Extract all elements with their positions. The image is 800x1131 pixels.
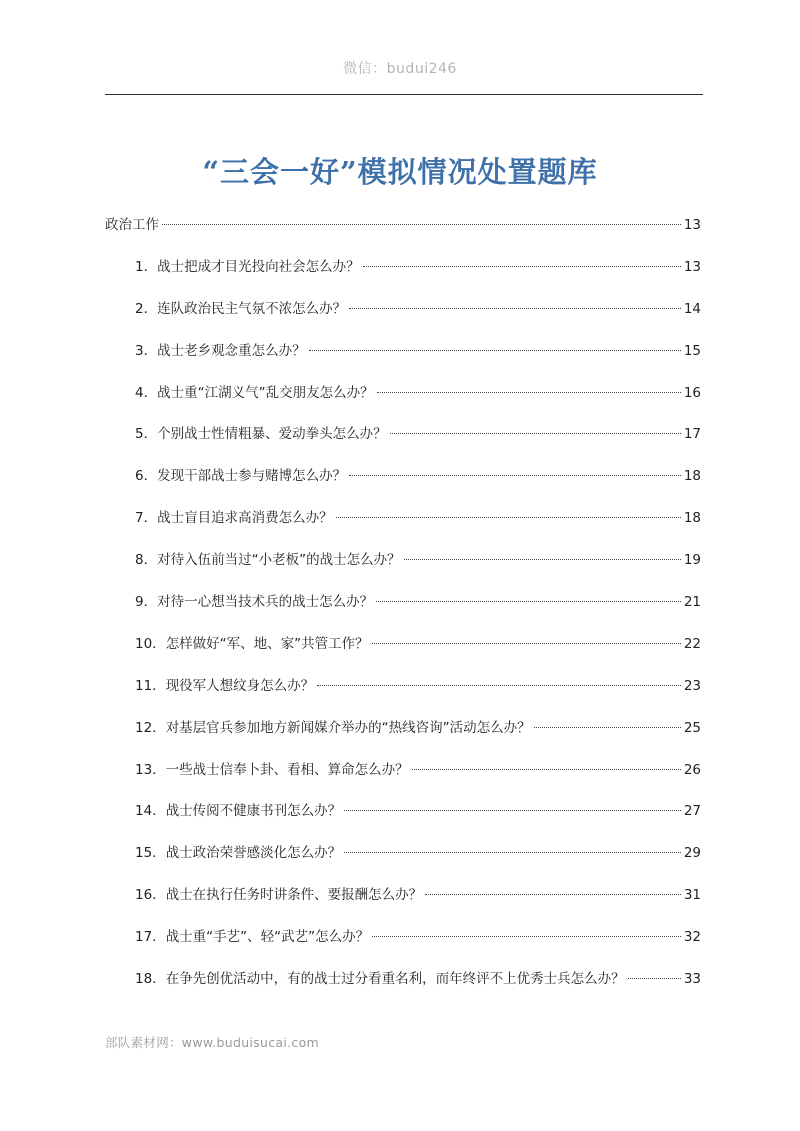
toc-entry[interactable] bbox=[105, 252, 701, 294]
toc-entry-number: 17． bbox=[135, 929, 166, 946]
toc-entry[interactable] bbox=[105, 629, 701, 671]
toc-page-number: 18 bbox=[683, 510, 701, 527]
toc-page-number: 13 bbox=[683, 258, 701, 275]
toc-page-number: 29 bbox=[683, 845, 701, 862]
toc-dot-leader bbox=[309, 350, 681, 351]
toc-page-number: 26 bbox=[683, 761, 701, 778]
toc-entry[interactable] bbox=[105, 796, 701, 838]
toc-entry-title: 一些战士信奉卜卦、看相、算命怎么办？ bbox=[165, 761, 409, 778]
toc-dot-leader bbox=[336, 517, 681, 518]
toc-entry-number: 10． bbox=[135, 635, 166, 652]
toc-entry-title: 在争先创优活动中，有的战士过分看重名利，而年终评不上优秀士兵怎么办？ bbox=[165, 971, 625, 988]
toc-dot-leader bbox=[344, 810, 681, 811]
toc-dot-leader bbox=[425, 894, 681, 895]
table-of-contents bbox=[105, 210, 701, 1006]
toc-dot-leader bbox=[628, 978, 681, 979]
toc-entry[interactable] bbox=[105, 838, 701, 880]
toc-entry-number: 4． bbox=[135, 384, 158, 401]
toc-entry-title: 战士重“手艺”、轻“武艺”怎么办？ bbox=[165, 929, 370, 946]
toc-page-number: 18 bbox=[683, 468, 701, 485]
toc-page-number: 32 bbox=[683, 929, 701, 946]
toc-entry[interactable] bbox=[105, 503, 701, 545]
toc-dot-leader bbox=[412, 769, 681, 770]
toc-dot-leader bbox=[344, 852, 681, 853]
toc-entry-title: 战士老乡观念重怎么办？ bbox=[157, 342, 306, 359]
toc-entry[interactable] bbox=[105, 587, 701, 629]
toc-entry-title: 战士盲目追求高消费怎么办？ bbox=[157, 510, 333, 527]
toc-entry-number: 2． bbox=[135, 300, 158, 317]
toc-entry[interactable] bbox=[105, 545, 701, 587]
toc-entry[interactable] bbox=[105, 755, 701, 797]
toc-entry-number: 13． bbox=[135, 761, 166, 778]
toc-entry-number: 14． bbox=[135, 803, 166, 820]
toc-entry-number: 3． bbox=[135, 342, 158, 359]
toc-entry-title: 战士政治荣誉感淡化怎么办？ bbox=[165, 845, 342, 862]
toc-page-number: 25 bbox=[683, 719, 701, 736]
toc-entry-title: 战士传阅不健康书刊怎么办？ bbox=[165, 803, 342, 820]
toc-page-number: 27 bbox=[683, 803, 701, 820]
toc-dot-leader bbox=[376, 601, 681, 602]
toc-entry-title: 连队政治民主气氛不浓怎么办？ bbox=[157, 300, 347, 317]
toc-entry-number: 12． bbox=[135, 719, 166, 736]
toc-entry-number: 16． bbox=[135, 887, 166, 904]
toc-entry[interactable] bbox=[105, 461, 701, 503]
toc-page-number: 16 bbox=[683, 384, 701, 401]
toc-page-number: 17 bbox=[683, 426, 701, 443]
toc-dot-leader bbox=[372, 643, 681, 644]
toc-dot-leader bbox=[390, 433, 681, 434]
toc-entry[interactable] bbox=[105, 419, 701, 461]
document-title: “三会一好”模拟情况处置题库 bbox=[202, 155, 598, 189]
toc-entry[interactable] bbox=[105, 713, 701, 755]
toc-section-entry[interactable] bbox=[105, 210, 701, 252]
header-divider bbox=[105, 94, 703, 95]
toc-entry-title: 个别战士性情粗暴、爱动拳头怎么办？ bbox=[157, 426, 387, 443]
toc-page-number: 31 bbox=[683, 887, 701, 904]
toc-entry-title: 对待一心想当技术兵的战士怎么办？ bbox=[157, 594, 374, 611]
toc-entry[interactable] bbox=[105, 964, 701, 1006]
toc-section-label: 政治工作 bbox=[105, 217, 159, 233]
toc-entry-number: 1． bbox=[135, 258, 158, 275]
toc-entry-number: 11． bbox=[135, 677, 166, 694]
toc-entry[interactable] bbox=[105, 336, 701, 378]
toc-dot-leader bbox=[372, 936, 681, 937]
toc-page-number: 15 bbox=[683, 342, 701, 359]
toc-entry-title: 对待入伍前当过“小老板”的战士怎么办？ bbox=[157, 552, 401, 569]
footer-website-text: 部队素材网：www.buduisucai.com bbox=[105, 1035, 319, 1050]
toc-entry-number: 15． bbox=[135, 845, 166, 862]
toc-entry[interactable] bbox=[105, 880, 701, 922]
toc-item-list bbox=[105, 252, 701, 1006]
toc-dot-leader bbox=[363, 266, 681, 267]
toc-dot-leader bbox=[349, 308, 681, 309]
toc-entry-title: 战士在执行任务时讲条件、要报酬怎么办？ bbox=[165, 887, 423, 904]
toc-entry[interactable] bbox=[105, 378, 701, 420]
toc-dot-leader bbox=[317, 685, 681, 686]
toc-entry-title: 怎样做好“军、地、家”共管工作？ bbox=[165, 635, 369, 652]
toc-page-number: 33 bbox=[683, 971, 701, 988]
toc-entry[interactable] bbox=[105, 671, 701, 713]
toc-page-number: 23 bbox=[683, 677, 701, 694]
toc-dot-leader bbox=[534, 727, 681, 728]
toc-page-number: 22 bbox=[683, 635, 701, 652]
toc-page-number: 13 bbox=[683, 217, 701, 233]
toc-page-number: 14 bbox=[683, 300, 701, 317]
toc-entry-number: 5． bbox=[135, 426, 158, 443]
toc-entry-title: 对基层官兵参加地方新闻媒介举办的“热线咨询”活动怎么办？ bbox=[165, 719, 531, 736]
toc-entry-number: 6． bbox=[135, 468, 158, 485]
toc-page-number: 21 bbox=[683, 594, 701, 611]
toc-entry-title: 战士重“江湖义气”乱交朋友怎么办？ bbox=[157, 384, 374, 401]
toc-entry-number: 9． bbox=[135, 594, 158, 611]
toc-dot-leader bbox=[349, 475, 681, 476]
toc-dot-leader bbox=[377, 392, 681, 393]
toc-entry[interactable] bbox=[105, 294, 701, 336]
toc-entry-title: 战士把成才目光投向社会怎么办？ bbox=[157, 258, 360, 275]
toc-entry-title: 现役军人想纹身怎么办？ bbox=[165, 677, 315, 694]
toc-entry-number: 7． bbox=[135, 510, 158, 527]
toc-entry-number: 18． bbox=[135, 971, 166, 988]
toc-page-number: 19 bbox=[683, 552, 701, 569]
toc-entry[interactable] bbox=[105, 922, 701, 964]
toc-dot-leader bbox=[162, 224, 681, 225]
toc-entry-number: 8． bbox=[135, 552, 158, 569]
toc-dot-leader bbox=[404, 559, 681, 560]
toc-entry-title: 发现干部战士参与赌博怎么办？ bbox=[157, 468, 347, 485]
header-wechat-text: 微信：budui246 bbox=[343, 61, 457, 77]
